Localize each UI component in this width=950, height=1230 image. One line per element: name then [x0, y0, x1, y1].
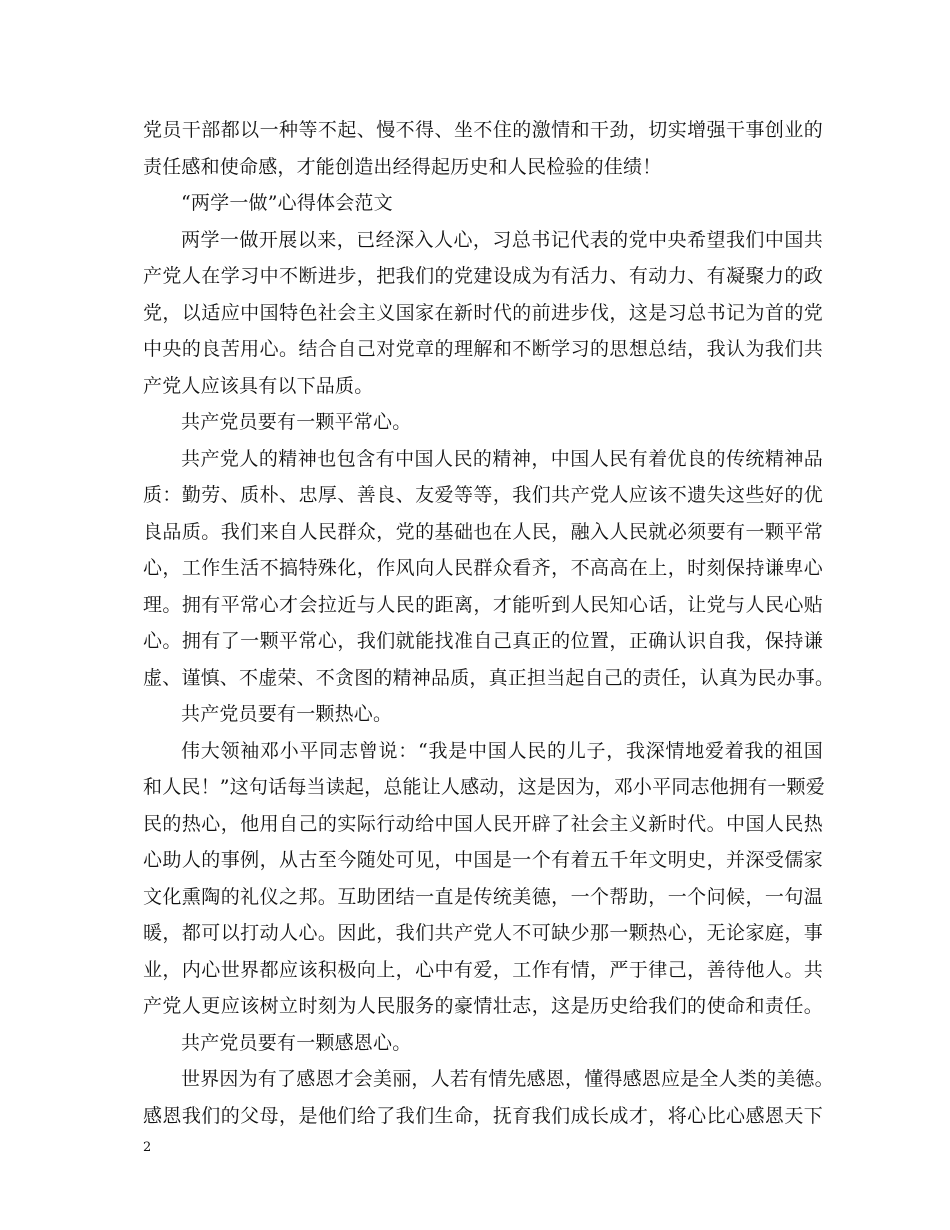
document-body — [143, 112, 835, 1134]
text-line: 心。拥有了一颗平常心，我们就能找准自己真正的位置，正确认识自我，保持谦 — [143, 630, 823, 652]
text-line: 党员干部都以一种等不起、慢不得、坐不住的激情和干劲，切实增强干事创业的 — [143, 119, 823, 141]
text-line: 产党人应该具有以下品质。 — [143, 374, 374, 397]
text-line: 和人民！”这句话每当读起，总能让人感动，这是因为，邓小平同志他拥有一颗爱 — [143, 776, 825, 798]
subheading: 共产党员要有一颗平常心。 — [181, 411, 412, 433]
text-line: 两学一做开展以来，已经深入人心，习总书记代表的党中央希望我们中国共 — [181, 228, 823, 251]
text-line: 暖，都可以打动人心。因此，我们共产党人不可缺少那一颗热心，无论家庭，事 — [143, 922, 823, 944]
text-line: 虚、谨慎、不虚荣、不贪图的精神品质，真正担当起自己的责任，认真为民办事。 — [143, 666, 835, 689]
subheading: 共产党员要有一颗热心。 — [181, 703, 393, 725]
text-line: 党，以适应中国特色社会主义国家在新时代的前进步伐，这是习总书记为首的党 — [143, 301, 823, 324]
text-line: 良品质。我们来自人民群众，党的基础也在人民，融入人民就必须要有一颗平常 — [143, 520, 823, 543]
text-line: 民的热心，他用自己的实际行动给中国人民开辟了社会主义新时代。中国人民热 — [143, 812, 823, 835]
text-line: 责任感和使命感，才能创造出经得起历史和人民检验的佳绩！ — [143, 155, 662, 178]
text-line: 伟大领袖邓小平同志曾说：“我是中国人民的儿子，我深情地爱着我的祖国 — [181, 739, 823, 762]
subheading: 共产党员要有一颗感恩心。 — [181, 1031, 412, 1054]
text-line: 文化熏陶的礼仪之邦。互助团结一直是传统美德，一个帮助，一个问候，一句温 — [143, 885, 823, 908]
text-line: 共产党人的精神也包含有中国人民的精神，中国人民有着优良的传统精神品 — [181, 447, 823, 470]
section-heading: “两学一做”心得体会范文 — [181, 192, 393, 214]
text-line: 质：勤劳、质朴、忠厚、善良、友爱等等，我们共产党人应该不遗失这些好的优 — [143, 484, 823, 506]
text-line: 心，工作生活不搞特殊化，作风向人民群众看齐，不高高在上，时刻保持谦卑心 — [143, 557, 823, 579]
text-line: 心助人的事例，从古至今随处可见，中国是一个有着五千年文明史，并深受儒家 — [143, 849, 823, 871]
text-line: 中央的良苦用心。结合自己对党章的理解和不断学习的思想总结，我认为我们共 — [143, 338, 823, 360]
text-line: 感恩我们的父母，是他们给了我们生命，抚育我们成长成才，将心比心感恩天下 — [143, 1104, 823, 1127]
page-number: 2 — [143, 1140, 152, 1155]
text-line: 世界因为有了感恩才会美丽，人若有情先感恩，懂得感恩应是全人类的美德。 — [181, 1068, 834, 1090]
text-line: 业，内心世界都应该积极向上，心中有爱，工作有情，严于律己，善待他人。共 — [143, 958, 823, 981]
text-line: 理。拥有平常心才会拉近与人民的距离，才能听到人民知心话，让党与人民心贴 — [143, 593, 823, 616]
text-line: 产党人更应该树立时刻为人民服务的豪情壮志，这是历史给我们的使命和责任。 — [143, 995, 823, 1017]
text-line: 产党人在学习中不断进步，把我们的党建设成为有活力、有动力、有凝聚力的政 — [143, 265, 823, 287]
